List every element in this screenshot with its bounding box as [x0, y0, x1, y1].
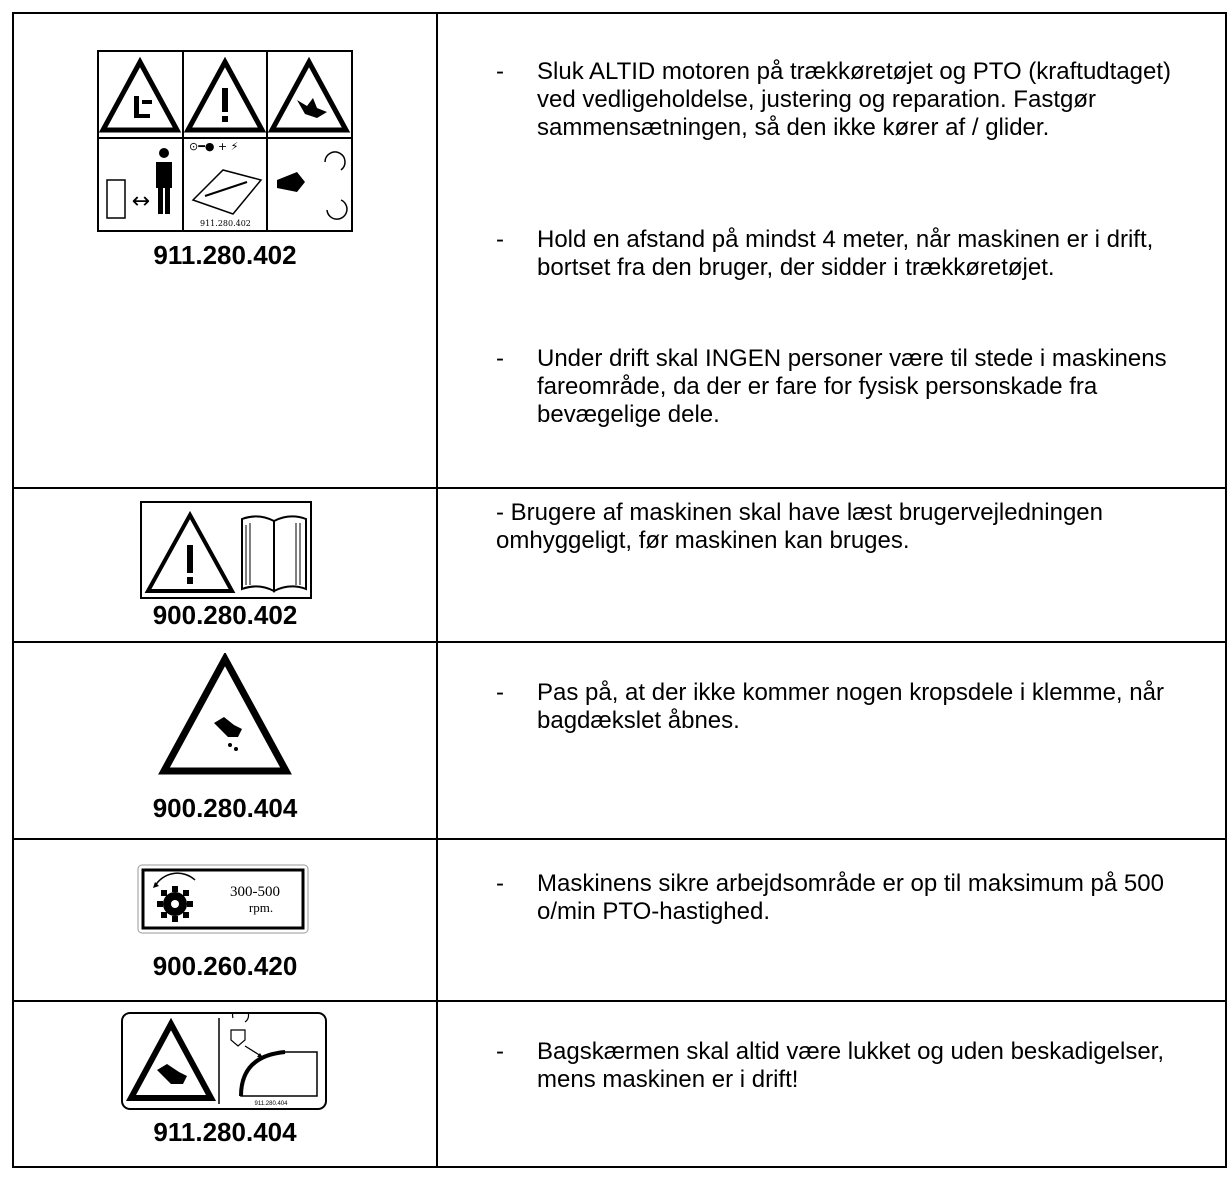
decal-small-text: 911.280.402 [200, 219, 251, 228]
table-row [13, 1001, 1226, 1167]
svg-text:↔: ↔ [131, 189, 151, 214]
rpm-unit-text: rpm. [248, 900, 274, 915]
instruction-text: - Brugere af maskinen skal have læst brugervejledningen omhyggeligt, før maskinen kan bruges. [496, 499, 1103, 554]
instruction-cell [437, 488, 1226, 642]
list-dash: - [496, 58, 504, 85]
table-row [13, 13, 1226, 488]
decal-cell [13, 642, 437, 839]
instruction-cell [437, 642, 1226, 839]
list-dash: - [496, 870, 504, 897]
decal-cell [13, 13, 437, 488]
decal-code: 900.280.402 [152, 600, 298, 630]
instruction-cell [437, 1001, 1226, 1167]
pto-speed-decal-image [137, 864, 309, 934]
list-dash: - [496, 345, 504, 372]
read-manual-decal-image [140, 501, 312, 599]
instruction-cell [437, 13, 1226, 488]
decal-code: 900.280.404 [152, 793, 298, 823]
list-dash: - [496, 679, 504, 706]
list-dash: - [496, 226, 504, 253]
rpm-range-text: 300-500 [230, 884, 280, 900]
decal-code: 900.260.420 [152, 951, 298, 981]
instruction-cell [437, 839, 1226, 1001]
instruction-text: Bagskærmen skal altid være lukket og uden beskadigelser, mens maskinen er i drift! [537, 1038, 1164, 1093]
instruction-text: Pas på, at der ikke kommer nogen kropsdele i klemme, når bagdækslet åbnes. [537, 679, 1164, 734]
instruction-text: Maskinens sikre arbejdsområde er op til maksimum på 500 o/min PTO-hastighed. [537, 870, 1164, 925]
decal-cell [13, 488, 437, 642]
decal-cell [13, 1001, 437, 1167]
decal-911-280-404-image [121, 1012, 327, 1110]
list-dash: - [496, 1038, 504, 1065]
table-row [13, 488, 1226, 642]
decal-code: 911.280.402 [153, 240, 297, 270]
instruction-text: Hold en afstand på mindst 4 meter, når maskinen er i drift, bortset fra den bruger, der sidder i trækkøretøjet. [537, 226, 1154, 281]
book-icon [242, 516, 306, 591]
table-row [13, 642, 1226, 839]
instruction-text: Under drift skal INGEN personer være til stede i maskinens fareområde, da der er fare for fysisk personskade fra bevægelige dele. [537, 345, 1167, 428]
table-row [13, 839, 1226, 1001]
decal-small-text: 911.280.404 [254, 1101, 288, 1107]
decal-911-280-402-image [97, 50, 353, 232]
instruction-text: Sluk ALTID motoren på trækkøretøjet og PTO (kraftudtaget) ved vedligeholdelse, justering og reparation. Fastgør sammensætningen, så den ikke kører af / glider. [537, 58, 1172, 141]
hand-crush-triangle-icon [158, 653, 292, 777]
svg-text:⊙━● + ⚡: ⊙━● + ⚡ [189, 140, 239, 153]
decal-code: 911.280.404 [153, 1117, 297, 1147]
decal-cell [13, 839, 437, 1001]
safety-decal-table [12, 12, 1227, 1168]
